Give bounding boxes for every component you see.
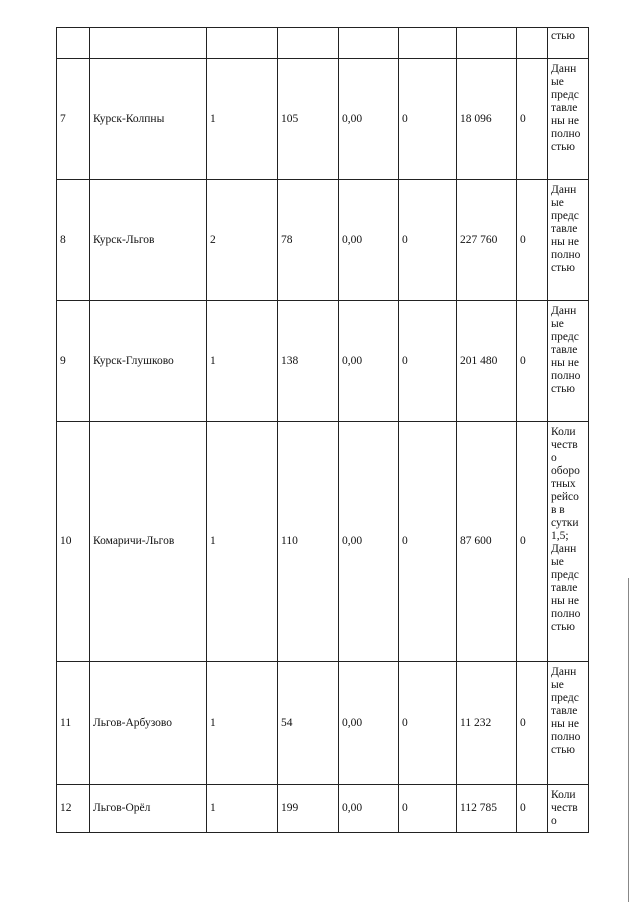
- scan-edge-line: [628, 578, 629, 902]
- cell-col6: 0: [399, 59, 457, 180]
- cell-col5: [339, 28, 399, 59]
- cell-col6: 0: [399, 785, 457, 833]
- cell-col8: 0: [517, 59, 548, 180]
- table-row: [57, 180, 589, 301]
- cell-col3: 1: [207, 785, 278, 833]
- cell-col4: 54: [278, 662, 339, 785]
- cell-note: Коли честв о оборо тных рейсо в в сутки 1,5; Данн ые предс тавле ны не полно стью: [548, 422, 589, 662]
- cell-col7: 18 096: [457, 59, 517, 180]
- cell-route: [90, 28, 207, 59]
- cell-number: 10: [57, 422, 90, 662]
- cell-col4: [278, 28, 339, 59]
- cell-route: Комаричи-Льгов: [90, 422, 207, 662]
- cell-col8: 0: [517, 422, 548, 662]
- cell-col7: 201 480: [457, 301, 517, 422]
- cell-col7: [457, 28, 517, 59]
- cell-col7: 11 232: [457, 662, 517, 785]
- cell-col7: 87 600: [457, 422, 517, 662]
- table-row: [57, 785, 589, 833]
- cell-col7: 227 760: [457, 180, 517, 301]
- table-row-continued: [57, 28, 589, 59]
- cell-number: 8: [57, 180, 90, 301]
- table-row: [57, 662, 589, 785]
- cell-note: Данн ые предс тавле ны не полно стью: [548, 662, 589, 785]
- cell-route: Курск-Колпны: [90, 59, 207, 180]
- cell-col6: 0: [399, 662, 457, 785]
- cell-col4: 199: [278, 785, 339, 833]
- cell-number: 7: [57, 59, 90, 180]
- cell-col3: [207, 28, 278, 59]
- cell-number: 11: [57, 662, 90, 785]
- cell-col3: 1: [207, 59, 278, 180]
- cell-col6: 0: [399, 422, 457, 662]
- cell-col5: 0,00: [339, 301, 399, 422]
- cell-col5: 0,00: [339, 662, 399, 785]
- cell-col5: 0,00: [339, 59, 399, 180]
- cell-col6: 0: [399, 180, 457, 301]
- cell-note: Данн ые предс тавле ны не полно стью: [548, 59, 589, 180]
- cell-col8: 0: [517, 785, 548, 833]
- table-row: [57, 59, 589, 180]
- cell-number: [57, 28, 90, 59]
- cell-note: Данн ые предс тавле ны не полно стью: [548, 301, 589, 422]
- cell-note: Данн ые предс тавле ны не полно стью: [548, 180, 589, 301]
- table-row: [57, 422, 589, 662]
- cell-col7: 112 785: [457, 785, 517, 833]
- cell-col8: 0: [517, 662, 548, 785]
- cell-col3: 1: [207, 422, 278, 662]
- cell-col6: [399, 28, 457, 59]
- cell-col5: 0,00: [339, 180, 399, 301]
- route-table: [56, 27, 589, 833]
- cell-col6: 0: [399, 301, 457, 422]
- cell-col4: 138: [278, 301, 339, 422]
- cell-col4: 78: [278, 180, 339, 301]
- cell-col8: 0: [517, 301, 548, 422]
- cell-col3: 2: [207, 180, 278, 301]
- cell-col3: 1: [207, 301, 278, 422]
- cell-route: Курск-Глушково: [90, 301, 207, 422]
- table-row: [57, 301, 589, 422]
- cell-col5: 0,00: [339, 785, 399, 833]
- cell-note: стью: [548, 28, 589, 59]
- cell-col8: [517, 28, 548, 59]
- cell-note: Коли честв о: [548, 785, 589, 833]
- cell-col5: 0,00: [339, 422, 399, 662]
- cell-col4: 105: [278, 59, 339, 180]
- cell-col4: 110: [278, 422, 339, 662]
- cell-col8: 0: [517, 180, 548, 301]
- cell-route: Курск-Льгов: [90, 180, 207, 301]
- cell-route: Льгов-Арбузово: [90, 662, 207, 785]
- cell-number: 12: [57, 785, 90, 833]
- cell-route: Льгов-Орёл: [90, 785, 207, 833]
- cell-col3: 1: [207, 662, 278, 785]
- cell-number: 9: [57, 301, 90, 422]
